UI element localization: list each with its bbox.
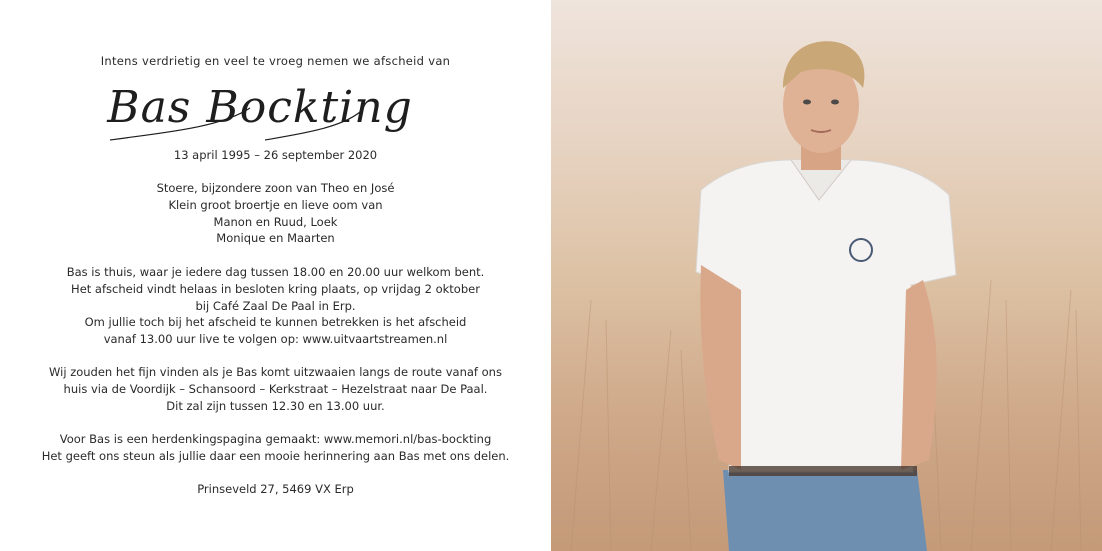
right-arm	[901, 280, 937, 470]
arrangements-line: Het afscheid vindt helaas in besloten kring plaats, op vrijdag 2 oktober	[71, 281, 480, 296]
family-line: Monique en Maarten	[216, 231, 335, 246]
arrangements-line: bij Café Zaal De Paal in Erp.	[195, 298, 356, 313]
deceased-name: Bas Bockting	[107, 82, 413, 133]
portrait-photo	[551, 0, 1102, 551]
memorial-line: Het geeft ons steun als jullie daar een mooie herinnering aan Bas met ons delen.	[41, 448, 510, 463]
route-line: Dit zal zijn tussen 12.30 en 13.00 uur.	[166, 398, 385, 413]
family-line: Stoere, bijzondere zoon van Theo en José	[156, 181, 395, 195]
memorial-block	[0, 431, 551, 465]
arrangements-line: Bas is thuis, waar je iedere dag tussen 18.00 en 20.00 uur welkom bent.	[66, 265, 485, 279]
address-block	[0, 481, 551, 498]
portrait-illustration	[551, 0, 1102, 551]
family-line: Manon en Ruud, Loek	[213, 214, 338, 229]
family-block	[0, 180, 551, 247]
arrangements-block	[0, 264, 551, 348]
belt	[729, 466, 917, 476]
intro-text: Intens verdrietig en veel te vroeg nemen we afscheid van	[100, 54, 451, 68]
eye-right	[831, 100, 839, 105]
route-line: huis via de Voordijk – Schansoord – Kerkstraat – Hezelstraat naar De Paal.	[63, 381, 488, 396]
address-line: Prinseveld 27, 5469 VX Erp	[197, 482, 354, 496]
arrangements-line: vanaf 13.00 uur live te volgen op: www.uitvaartstreamen.nl	[103, 332, 448, 347]
jeans	[723, 470, 927, 551]
arrangements-line: Om jullie toch bij het afscheid te kunnen betrekken is het afscheid	[84, 315, 467, 330]
family-line: Klein groot broertje en lieve oom van	[168, 197, 383, 212]
left-arm	[700, 265, 741, 470]
memorial-line: Voor Bas is een herdenkingspagina gemaakt: www.memori.nl/bas-bockting	[59, 432, 492, 446]
eye-left	[803, 100, 811, 105]
route-line: Wij zouden het fijn vinden als je Bas komt uitzwaaien langs de route vanaf ons	[49, 365, 502, 379]
life-dates: 13 april 1995 – 26 september 2020	[173, 148, 378, 162]
name-heading	[100, 78, 420, 150]
route-block	[0, 364, 551, 414]
